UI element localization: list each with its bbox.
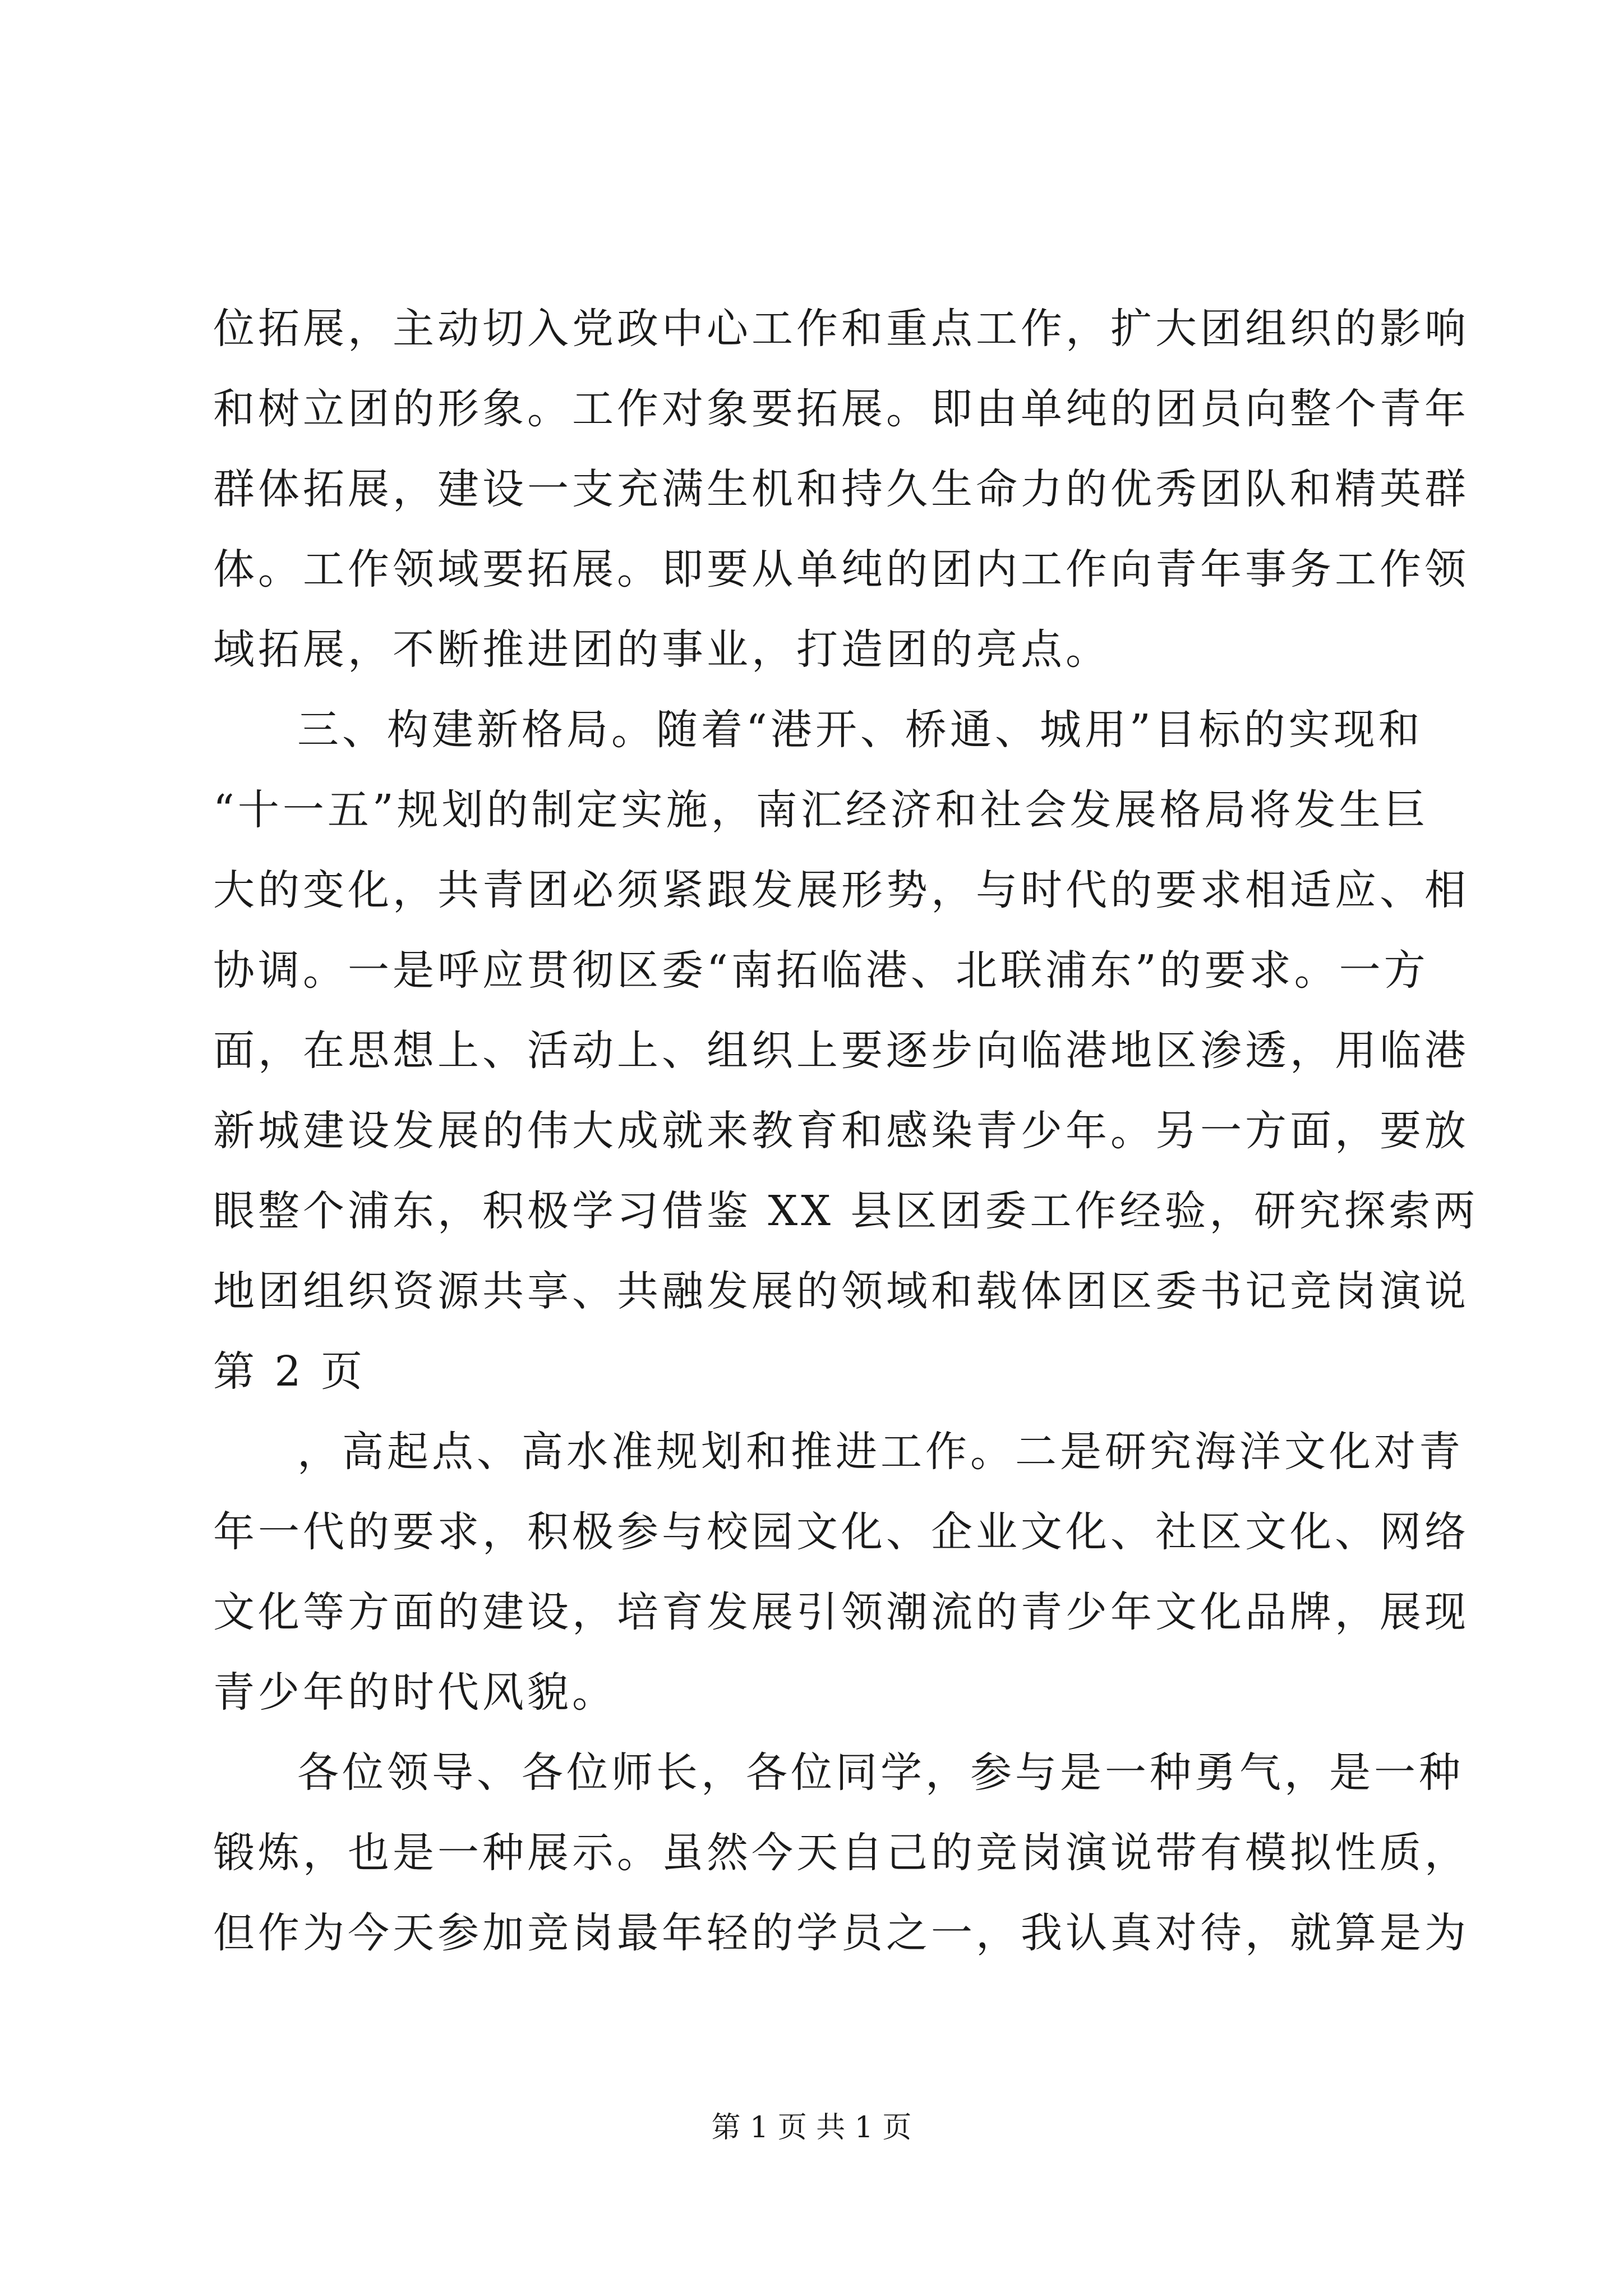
text-line: 锻炼，也是一种展示。虽然今天自己的竞岗演说带有模拟性质， xyxy=(213,1829,1469,1877)
text-line: 年一代的要求，积极参与校园文化、企业文化、社区文化、网络 xyxy=(213,1508,1469,1556)
text-line: 各位领导、各位师长，各位同学，参与是一种勇气，是一种 xyxy=(297,1749,1464,1797)
paragraph xyxy=(213,1412,1469,1733)
text-line: 域拓展，不断推进团的事业，打造团的亮点。 xyxy=(213,625,1110,674)
paragraph xyxy=(213,289,1469,690)
text-line: 眼整个浦东，积极学习借鉴 XX 县区团委工作经验，研究探索两 xyxy=(213,1187,1479,1235)
text-line: 地团组织资源共享、共融发展的领域和载体团区委书记竞岗演说 xyxy=(213,1267,1469,1315)
text-line: 和树立团的形象。工作对象要拓展。即由单纯的团员向整个青年 xyxy=(213,385,1469,433)
paragraph xyxy=(213,690,1479,1412)
text-line: 三、构建新格局。随着“港开、桥通、城用”目标的实现和 xyxy=(297,706,1423,754)
text-line: 群体拓展，建设一支充满生机和持久生命力的优秀团队和精英群 xyxy=(213,465,1469,513)
text-line: 但作为今天参加竞岗最年轻的学员之一，我认真对待，就算是为 xyxy=(213,1909,1469,1957)
page-footer: 第 1 页 共 1 页 xyxy=(711,2111,912,2145)
text-line: 体。工作领域要拓展。即要从单纯的团内工作向青年事务工作领 xyxy=(213,545,1469,593)
text-line: 文化等方面的建设，培育发展引领潮流的青少年文化品牌，展现 xyxy=(213,1588,1469,1636)
text-line: 协调。一是呼应贯彻区委“南拓临港、北联浦东”的要求。一方 xyxy=(213,946,1429,995)
text-line: “十一五”规划的制定实施，南汇经济和社会发展格局将发生巨 xyxy=(213,786,1429,834)
text-line: ，高起点、高水准规划和推进工作。二是研究海洋文化对青 xyxy=(297,1428,1464,1476)
text-line: 新城建设发展的伟大成就来教育和感染青少年。另一方面，要放 xyxy=(213,1107,1469,1155)
paragraph xyxy=(213,1733,1469,1973)
text-line: 位拓展，主动切入党政中心工作和重点工作，扩大团组织的影响 xyxy=(213,305,1469,353)
inline-page-marker: 第 2 页 xyxy=(213,1347,366,1396)
text-line: 面，在思想上、活动上、组织上要逐步向临港地区渗透，用临港 xyxy=(213,1027,1469,1075)
text-line: 大的变化，共青团必须紧跟发展形势，与时代的要求相适应、相 xyxy=(213,866,1469,914)
document-body xyxy=(213,289,1479,1973)
text-line: 青少年的时代风貌。 xyxy=(213,1668,617,1717)
